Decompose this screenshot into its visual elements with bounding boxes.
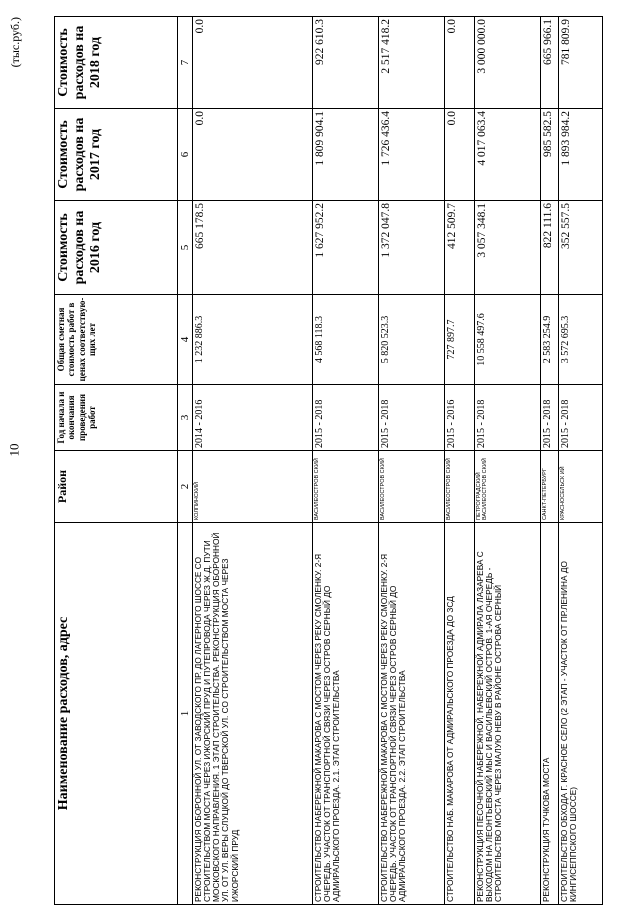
cost-2017: 1 726 436.4 xyxy=(379,109,445,201)
header-total: Общая сметная стоимость работ в ценах соответствую-щих лет xyxy=(55,295,178,385)
header-period: Год начала и окончания проведения работ xyxy=(55,385,178,451)
district: КОЛПИНСКИЙ xyxy=(193,451,313,523)
cost-2016: 3 057 348.1 xyxy=(475,201,541,295)
district: САНКТ-ПЕТЕРБУРГ xyxy=(541,451,559,523)
cost-2018: 2 517 418.2 xyxy=(379,17,445,109)
total-cost: 1 232 886.3 xyxy=(193,295,313,385)
period: 2015 - 2018 xyxy=(541,385,559,451)
cost-2018: 665 966.1 xyxy=(541,17,559,109)
total-cost: 5 820 523.3 xyxy=(379,295,445,385)
period: 2015 - 2018 xyxy=(559,385,603,451)
cost-2018: 0.0 xyxy=(193,17,313,109)
total-cost: 10 558 497.6 xyxy=(475,295,541,385)
cost-2018: 781 809.9 xyxy=(559,17,603,109)
period: 2014 - 2016 xyxy=(193,385,313,451)
header-2018: Стоимость расходов на 2018 год xyxy=(55,17,178,109)
column-number: 6 xyxy=(178,109,193,201)
expense-name: СТРОИТЕЛЬСТВО ОБХОДА Г. КРАСНОЕ СЕЛО (2 ЭТАП - УЧАСТОК ОТ ПР.ЛЕНИНА ДО КИНГИСЕППСКОГО ШОССЕ) xyxy=(559,523,603,905)
table-row xyxy=(313,17,379,905)
header-row xyxy=(55,17,178,905)
page-number: 10 xyxy=(6,443,22,457)
cost-2017: 0.0 xyxy=(193,109,313,201)
units-label: (тыс.руб.) xyxy=(8,17,22,68)
period: 2015 - 2018 xyxy=(379,385,445,451)
table-row xyxy=(445,17,475,905)
header-2016: Стоимость расходов на 2016 год xyxy=(55,201,178,295)
district: ВАСИЛЕОСТРОВ СКИЙ xyxy=(445,451,475,523)
cost-2017: 4 017 063.4 xyxy=(475,109,541,201)
total-cost: 4 568 118.3 xyxy=(313,295,379,385)
cost-2017: 1 809 904.1 xyxy=(313,109,379,201)
total-cost: 3 572 695.3 xyxy=(559,295,603,385)
table-row xyxy=(379,17,445,905)
district: ВАСИЛЕОСТРОВ СКИЙ xyxy=(313,451,379,523)
expense-name: СТРОИТЕЛЬСТВО НАБ. МАКАРОВА ОТ АДМИРАЛЬСКОГО ПРОЕЗДА ДО ЗСД xyxy=(445,523,475,905)
district: КРАСНОСЕЛЬСК ИЙ xyxy=(559,451,603,523)
table-row xyxy=(193,17,313,905)
cost-2016: 1 627 952.2 xyxy=(313,201,379,295)
district: ПЕТРОГРАДСКИЙ ВАСИЛЕОСТРОВ СКИЙ xyxy=(475,451,541,523)
header-2017: Стоимость расходов на 2017 год xyxy=(55,109,178,201)
header-name: Наименование расходов, адрес xyxy=(55,523,178,905)
column-number: 2 xyxy=(178,451,193,523)
period: 2015 - 2016 xyxy=(445,385,475,451)
cost-2016: 665 178.5 xyxy=(193,201,313,295)
column-number: 1 xyxy=(178,523,193,905)
table-row xyxy=(475,17,541,905)
expense-name: СТРОИТЕЛЬСТВО НАБЕРЕЖНОЙ МАКАРОВА С МОСТОМ ЧЕРЕЗ РЕКУ СМОЛЕНКУ. 2-Я ОЧЕРЕДЬ. УЧАСТОК ОТ ТРАНСПОРТНОЙ СВЯЗИ ЧЕРЕЗ ОСТРОВ СЕРНЫЙ ДО АДМИРАЛЬСКОГО ПРОЕЗДА. 2.1. ЭТАП СТРОИТЕЛЬСТВА xyxy=(313,523,379,905)
cost-2018: 3 000 000.0 xyxy=(475,17,541,109)
header-district: Район xyxy=(55,451,178,523)
cost-2016: 1 372 047.8 xyxy=(379,201,445,295)
cost-2016: 352 557.5 xyxy=(559,201,603,295)
expense-name: СТРОИТЕЛЬСТВО НАБЕРЕЖНОЙ МАКАРОВА С МОСТОМ ЧЕРЕЗ РЕКУ СМОЛЕНКУ. 2-Я ОЧЕРЕДЬ. УЧАСТОК ОТ ТРАНСПОРТНОЙ СВЯЗИ ЧЕРЕЗ ОСТРОВ СЕРНЫЙ ДО АДМИРАЛЬСКОГО ПРОЕЗДА. 2.2. ЭТАП СТРОИТЕЛЬСТВА xyxy=(379,523,445,905)
column-number: 7 xyxy=(178,17,193,109)
expense-name: РЕКОНСТРУКЦИЯ ОБОРОННОЙ УЛ. ОТ ЗАВОДСКОГО ПР. ДО ЛАГЕРНОГО ШОССЕ СО СТРОИТЕЛЬСТВОМ МОСТА ЧЕРЕЗ ИЖОРСКИЙ ПРУД И ПУТЕПРОВОДА ЧЕРЕЗ Ж.Д. ПУТИ МОСКОВСКОГО НАПРАВЛЕНИЯ. 1 ЭТАП СТРОИТЕЛЬСТВА. РЕКОНСТРУКЦИЯ ОБОРОННОЙ УЛ. ОТ УЛ. ВЕРЫ СЛУЦКОЙ ДО ТВЕРСКОЙ УЛ. СО СТРОИТЕЛЬСТВОМ МОСТА ЧЕРЕЗ ИЖОРСКИЙ ПРУД xyxy=(193,523,313,905)
total-cost: 2 583 254.9 xyxy=(541,295,559,385)
period: 2015 - 2018 xyxy=(475,385,541,451)
table-row xyxy=(541,17,559,905)
column-number: 5 xyxy=(178,201,193,295)
column-number: 4 xyxy=(178,295,193,385)
cost-2018: 0.0 xyxy=(445,17,475,109)
table-row xyxy=(559,17,603,905)
period: 2015 - 2018 xyxy=(313,385,379,451)
expense-name: РЕКОНСТРУКЦИЯ ТУЧКОВА МОСТА xyxy=(541,523,559,905)
cost-2017: 1 893 984.2 xyxy=(559,109,603,201)
cost-2016: 412 509.7 xyxy=(445,201,475,295)
column-number-row xyxy=(178,17,193,905)
cost-2018: 922 610.3 xyxy=(313,17,379,109)
expenses-table xyxy=(54,16,603,905)
cost-2017: 985 582.5 xyxy=(541,109,559,201)
cost-2017: 0.0 xyxy=(445,109,475,201)
cost-2016: 822 111.6 xyxy=(541,201,559,295)
column-number: 3 xyxy=(178,385,193,451)
expense-name: РЕКОНСТРУКЦИЯ ПЕСОЧНОЙ НАБЕРЕЖНОЙ, НАБЕРЕЖНОЙ АДМИРАЛА ЛАЗАРЕВА С ВЫХОДОМ НА ЛЕОНТЬЕВСКИЙ МЫС И ВАСИЛЬЕВСКИЙ ОСТРОВ. 1-АЯ ОЧЕРЕДЬ - СТРОИТЕЛЬСТВО МОСТА ЧЕРЕЗ МАЛУЮ НЕВУ В РАЙОНЕ ОСТРОВА СЕРНЫЙ xyxy=(475,523,541,905)
total-cost: 727 897.7 xyxy=(445,295,475,385)
district: ВАСИЛЕОСТРОВ СКИЙ xyxy=(379,451,445,523)
